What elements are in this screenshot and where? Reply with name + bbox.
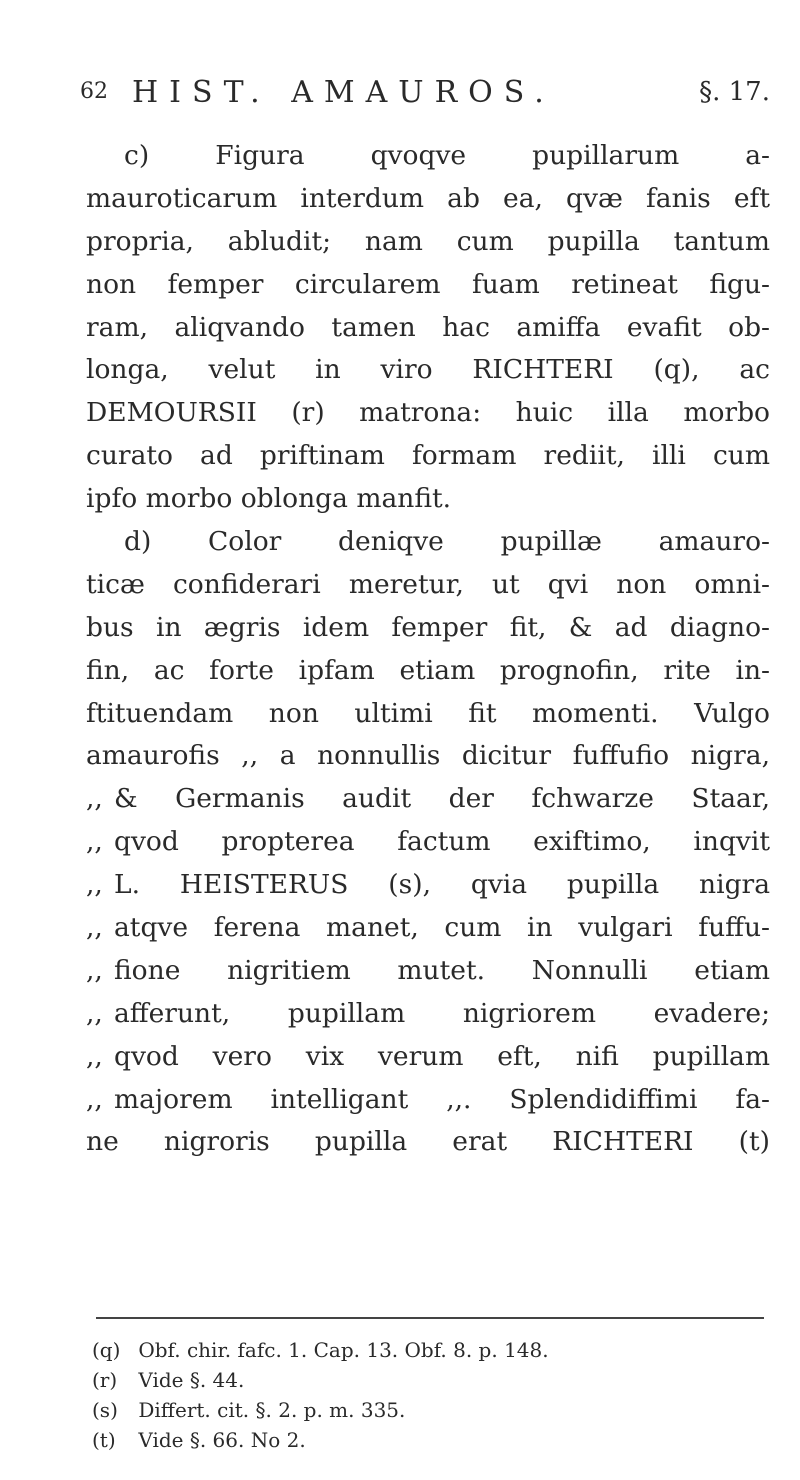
main-text xyxy=(86,135,770,1164)
text-line: non femper circularem fuam retineat figu- xyxy=(86,268,770,300)
footnote-label: (r) xyxy=(92,1368,118,1392)
text-line: bus in ægris idem femper fit, & ad diagno- xyxy=(86,611,770,643)
footnote-text: Differt. cit. §. 2. p. m. 335. xyxy=(138,1398,406,1422)
footnote-label: (q) xyxy=(92,1338,121,1362)
quote-mark: ,, xyxy=(86,826,103,858)
text-line: DEMOURSII (r) matrona: huic illa morbo xyxy=(86,397,770,429)
page-number: 62 xyxy=(80,79,108,104)
text-line: curato ad priftinam formam rediit, illi cum xyxy=(86,440,770,472)
quote-mark: ,, xyxy=(86,954,103,986)
text-line: longa, velut in viro RICHTERI (q), ac xyxy=(86,354,770,386)
footnote-divider xyxy=(96,1317,764,1319)
quoted-line: ,, majorem intelligant ,,. Splendidiffimi fa- xyxy=(86,1079,770,1122)
text-line: fin, ac forte ipfam etiam prognofin, rite in- xyxy=(86,654,770,686)
running-title: HIST. AMAUROS. xyxy=(132,75,555,110)
footnote-text: Vide §. 44. xyxy=(138,1368,245,1392)
quote-mark: ,, xyxy=(86,1083,103,1115)
text-line: c) Figura qvoqve pupillarum a- xyxy=(124,140,770,171)
text-line: ne nigroris pupilla erat RICHTERI (t) xyxy=(86,1126,770,1158)
quoted-line: ,, atqve ferena manet, cum in vulgari fuffu- xyxy=(86,907,770,950)
text-line: d) Color deniqve pupillæ amauro- xyxy=(124,526,770,558)
footnote-t xyxy=(92,1425,752,1455)
footnote-label: (s) xyxy=(92,1398,118,1422)
section-number: §. 17. xyxy=(699,77,770,107)
quoted-line: ,, L. HEISTERUS (s), qvia pupilla nigra xyxy=(86,864,770,907)
quote-mark: ,, xyxy=(86,912,103,944)
quoted-line: ,, & Germanis audit der fchwarze Staar, xyxy=(86,778,770,821)
text-line: ticæ confiderari meretur, ut qvi non omni- xyxy=(86,568,770,600)
text-line: mauroticarum interdum ab ea, qvæ fanis eft xyxy=(86,182,770,214)
footnote-text: Obf. chir. fafc. 1. Cap. 13. Obf. 8. p. 148. xyxy=(138,1338,549,1362)
quote-mark: ,, xyxy=(86,997,103,1029)
text-line: ram, aliqvando tamen hac amiffa evafit ob- xyxy=(86,311,770,343)
footnotes xyxy=(92,1335,752,1455)
quoted-line: ,, qvod vero vix verum eft, nifi pupillam xyxy=(86,1036,770,1079)
quote-mark: ,, xyxy=(86,783,103,815)
quoted-line: ,, fione nigritiem mutet. Nonnulli etiam xyxy=(86,950,770,993)
quoted-line: ,, afferunt, pupillam nigriorem evadere; xyxy=(86,993,770,1036)
footnote-q xyxy=(92,1335,752,1365)
text-line: ipfo morbo oblonga manfit. xyxy=(86,483,452,515)
footnote-text: Vide §. 66. No 2. xyxy=(138,1428,306,1452)
footnote-label: (t) xyxy=(92,1428,116,1452)
footnote-r xyxy=(92,1365,752,1395)
running-header xyxy=(80,75,770,115)
quote-mark: ,, xyxy=(86,1040,103,1072)
text-line: propria, abludit; nam cum pupilla tantum xyxy=(86,225,770,257)
quoted-line: ,, qvod propterea factum exiftimo, inqvit xyxy=(86,821,770,864)
text-line: ftituendam non ultimi fit momenti. Vulgo xyxy=(86,697,770,729)
footnote-s xyxy=(92,1395,752,1425)
text-line: amaurofis ,, a nonnullis dicitur fuffufio nigra, xyxy=(86,740,770,772)
quote-mark: ,, xyxy=(86,869,103,901)
